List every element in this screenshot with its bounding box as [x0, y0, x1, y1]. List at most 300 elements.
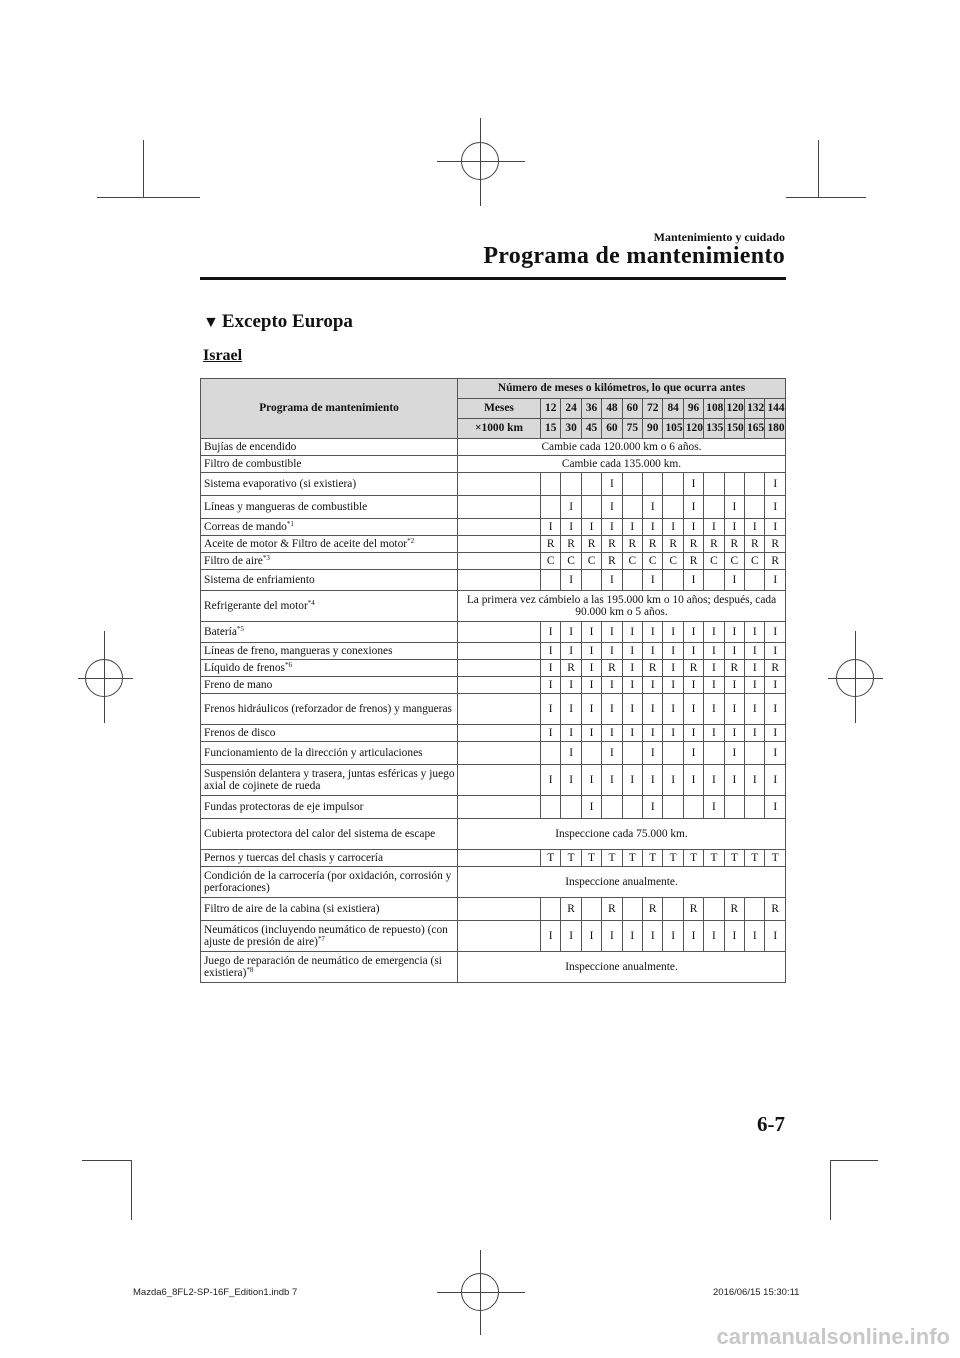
schedule-cell: T — [622, 850, 642, 867]
task-cell — [201, 725, 458, 742]
schedule-cell: R — [622, 536, 642, 553]
spacer-cell — [458, 496, 541, 519]
schedule-cell: I — [683, 725, 703, 742]
task-cell — [201, 473, 458, 496]
schedule-cell — [622, 570, 642, 591]
schedule-cell: C — [745, 553, 765, 570]
schedule-cell: I — [541, 519, 561, 536]
footnote-ref: *5 — [236, 624, 244, 633]
task-cell — [201, 519, 458, 536]
table-row — [201, 796, 786, 819]
schedule-cell: R — [683, 660, 703, 677]
table-row — [201, 867, 786, 898]
task-label: Funcionamiento de la dirección y articulaciones — [204, 746, 423, 759]
task-label: Juego de reparación de neumático de emergencia (si existiera) — [204, 954, 442, 979]
schedule-cell: I — [602, 725, 622, 742]
schedule-cell: I — [663, 622, 683, 643]
schedule-cell — [602, 796, 622, 819]
schedule-cell: T — [704, 850, 724, 867]
corner-label: Programa de mantenimiento — [201, 379, 458, 439]
schedule-cell: R — [765, 660, 786, 677]
schedule-cell: R — [581, 536, 601, 553]
schedule-cell: I — [643, 765, 663, 796]
schedule-cell: I — [683, 742, 703, 765]
schedule-cell — [663, 898, 683, 921]
table-row — [201, 742, 786, 765]
table-row — [201, 725, 786, 742]
table-row — [201, 519, 786, 536]
km-col-header: 180 — [765, 419, 786, 439]
task-label: Filtro de aire — [204, 554, 263, 567]
table-row — [201, 622, 786, 643]
schedule-cell: I — [602, 643, 622, 660]
schedule-cell — [541, 742, 561, 765]
schedule-cell: I — [704, 725, 724, 742]
schedule-cell: I — [765, 643, 786, 660]
schedule-cell: I — [683, 570, 703, 591]
schedule-cell: I — [683, 643, 703, 660]
schedule-cell: I — [724, 677, 744, 694]
spacer-cell — [458, 921, 541, 952]
schedule-cell: R — [663, 536, 683, 553]
schedule-cell — [663, 496, 683, 519]
schedule-cell: I — [704, 677, 724, 694]
schedule-cell: T — [724, 850, 744, 867]
task-label: Freno de mano — [204, 678, 273, 691]
schedule-cell: I — [622, 677, 642, 694]
km-col-header: 15 — [541, 419, 561, 439]
months-col-header: 60 — [622, 399, 642, 419]
table-row — [201, 591, 786, 622]
schedule-cell: I — [643, 643, 663, 660]
task-label: Fundas protectoras de eje impulsor — [204, 800, 364, 813]
footnote-ref: *4 — [307, 598, 315, 607]
schedule-cell: I — [561, 694, 581, 725]
schedule-cell: I — [663, 677, 683, 694]
schedule-cell: I — [561, 725, 581, 742]
schedule-cell: I — [643, 921, 663, 952]
schedule-cell: R — [683, 536, 703, 553]
schedule-cell: I — [765, 496, 786, 519]
table-row — [201, 921, 786, 952]
schedule-cell: I — [724, 725, 744, 742]
schedule-cell: R — [643, 898, 663, 921]
schedule-cell: I — [683, 677, 703, 694]
schedule-cell: I — [581, 622, 601, 643]
interval-note: La primera vez cámbielo a las 195.000 km o 10 años; después, cada 90.000 km o 5 años. — [458, 591, 786, 622]
footnote-ref: *6 — [284, 660, 292, 669]
months-col-header: 84 — [663, 399, 683, 419]
down-triangle-icon: ▼ — [203, 314, 219, 331]
task-cell — [201, 553, 458, 570]
schedule-cell: I — [724, 921, 744, 952]
schedule-cell: I — [683, 765, 703, 796]
schedule-cell — [683, 796, 703, 819]
schedule-cell — [541, 496, 561, 519]
schedule-cell: C — [704, 553, 724, 570]
schedule-cell: I — [581, 660, 601, 677]
schedule-cell: I — [765, 570, 786, 591]
schedule-cell: I — [581, 765, 601, 796]
task-label: Cubierta protectora del calor del sistema de escape — [204, 827, 436, 840]
schedule-cell: R — [724, 660, 744, 677]
schedule-cell: R — [765, 553, 786, 570]
section-title — [203, 311, 353, 333]
schedule-cell: I — [683, 496, 703, 519]
schedule-cell: I — [602, 765, 622, 796]
schedule-cell — [745, 898, 765, 921]
spacer-cell — [458, 677, 541, 694]
months-col-header: 144 — [765, 399, 786, 419]
schedule-cell: T — [541, 850, 561, 867]
schedule-cell — [704, 496, 724, 519]
schedule-cell: I — [602, 622, 622, 643]
schedule-cell: I — [663, 694, 683, 725]
interval-note: Cambie cada 120.000 km o 6 años. — [458, 439, 786, 456]
table-row — [201, 473, 786, 496]
km-col-header: 75 — [622, 419, 642, 439]
table-row — [201, 553, 786, 570]
schedule-cell — [745, 473, 765, 496]
schedule-cell: I — [724, 496, 744, 519]
schedule-cell: T — [581, 850, 601, 867]
schedule-cell: I — [663, 643, 683, 660]
task-cell — [201, 850, 458, 867]
task-label: Líneas de freno, mangueras y conexiones — [204, 644, 393, 657]
spacer-cell — [458, 796, 541, 819]
schedule-cell: I — [602, 496, 622, 519]
task-cell — [201, 591, 458, 622]
task-cell — [201, 496, 458, 519]
months-col-header: 24 — [561, 399, 581, 419]
schedule-cell: I — [663, 765, 683, 796]
schedule-cell: R — [765, 536, 786, 553]
schedule-cell: I — [724, 570, 744, 591]
task-cell — [201, 643, 458, 660]
task-label: Neumáticos (incluyendo neumático de repuesto) (con ajuste de presión de aire) — [204, 923, 448, 948]
schedule-cell — [541, 570, 561, 591]
schedule-cell — [663, 796, 683, 819]
schedule-cell: I — [745, 921, 765, 952]
schedule-cell: T — [745, 850, 765, 867]
schedule-cell: I — [724, 765, 744, 796]
task-label: Condición de la carrocería (por oxidación, corrosión y perforaciones) — [204, 869, 452, 894]
schedule-cell — [541, 473, 561, 496]
schedule-cell: T — [561, 850, 581, 867]
schedule-cell: T — [765, 850, 786, 867]
table-row — [201, 898, 786, 921]
schedule-cell — [622, 496, 642, 519]
section-title-text: Excepto Europa — [221, 311, 353, 332]
schedule-cell: I — [745, 677, 765, 694]
schedule-cell: I — [643, 725, 663, 742]
schedule-cell: I — [724, 643, 744, 660]
schedule-cell — [581, 898, 601, 921]
footnote-ref: *2 — [407, 536, 415, 545]
schedule-cell: C — [663, 553, 683, 570]
task-label: Batería — [204, 625, 237, 638]
schedule-cell — [541, 796, 561, 819]
months-col-header: 36 — [581, 399, 601, 419]
table-row — [201, 536, 786, 553]
table-row — [201, 694, 786, 725]
task-cell — [201, 796, 458, 819]
schedule-cell: I — [704, 765, 724, 796]
task-cell — [201, 456, 458, 473]
schedule-cell: I — [622, 694, 642, 725]
schedule-cell: I — [622, 725, 642, 742]
watermark: carmanualsonline.info — [716, 1324, 950, 1349]
task-label: Líquido de frenos — [204, 661, 285, 674]
task-cell — [201, 570, 458, 591]
schedule-cell: I — [541, 725, 561, 742]
schedule-cell: R — [561, 898, 581, 921]
maintenance-schedule-table — [200, 378, 786, 983]
schedule-cell: I — [663, 519, 683, 536]
table-row — [201, 456, 786, 473]
schedule-cell: I — [622, 765, 642, 796]
schedule-cell: I — [745, 660, 765, 677]
interval-note: Inspeccione anualmente. — [458, 867, 786, 898]
schedule-cell: C — [561, 553, 581, 570]
schedule-cell: I — [765, 921, 786, 952]
schedule-cell: R — [561, 536, 581, 553]
schedule-cell: R — [683, 553, 703, 570]
schedule-cell — [561, 796, 581, 819]
schedule-cell: C — [581, 553, 601, 570]
months-label: Meses — [458, 399, 541, 419]
schedule-cell: R — [745, 536, 765, 553]
schedule-cell: I — [704, 643, 724, 660]
months-col-header: 132 — [745, 399, 765, 419]
schedule-cell: I — [643, 677, 663, 694]
schedule-cell: I — [561, 765, 581, 796]
schedule-cell: R — [765, 898, 786, 921]
schedule-cell — [724, 796, 744, 819]
schedule-cell: I — [765, 765, 786, 796]
months-col-header: 72 — [643, 399, 663, 419]
schedule-cell: T — [643, 850, 663, 867]
region-subheading: Israel — [203, 347, 243, 364]
schedule-cell: I — [602, 570, 622, 591]
schedule-cell: I — [724, 622, 744, 643]
schedule-cell: I — [704, 694, 724, 725]
schedule-cell: I — [561, 921, 581, 952]
schedule-cell: R — [602, 898, 622, 921]
schedule-cell: I — [561, 742, 581, 765]
schedule-cell: I — [581, 725, 601, 742]
km-col-header: 165 — [745, 419, 765, 439]
schedule-cell: R — [704, 536, 724, 553]
schedule-cell: I — [704, 519, 724, 536]
months-col-header: 12 — [541, 399, 561, 419]
task-label: Refrigerante del motor — [204, 599, 308, 612]
schedule-cell: I — [683, 519, 703, 536]
schedule-cell: I — [683, 921, 703, 952]
spacer-cell — [458, 742, 541, 765]
page-title: Programa de mantenimiento — [483, 243, 785, 269]
km-label: ×1000 km — [458, 419, 541, 439]
task-label: Líneas y mangueras de combustible — [204, 500, 368, 513]
task-cell — [201, 819, 458, 850]
km-col-header: 105 — [663, 419, 683, 439]
schedule-cell: R — [561, 660, 581, 677]
schedule-cell: I — [561, 519, 581, 536]
schedule-cell — [745, 496, 765, 519]
schedule-cell: I — [541, 622, 561, 643]
km-col-header: 45 — [581, 419, 601, 439]
task-cell — [201, 742, 458, 765]
months-col-header: 120 — [724, 399, 744, 419]
schedule-cell: I — [704, 796, 724, 819]
schedule-cell: I — [602, 921, 622, 952]
interval-note: Cambie cada 135.000 km. — [458, 456, 786, 473]
schedule-cell — [581, 496, 601, 519]
schedule-cell: I — [643, 796, 663, 819]
schedule-cell: I — [643, 496, 663, 519]
schedule-cell: I — [745, 725, 765, 742]
spacer-cell — [458, 898, 541, 921]
schedule-cell: T — [663, 850, 683, 867]
task-label: Bujías de encendido — [204, 440, 297, 453]
schedule-cell: I — [581, 677, 601, 694]
task-cell — [201, 694, 458, 725]
schedule-cell — [663, 570, 683, 591]
schedule-cell: I — [541, 765, 561, 796]
schedule-cell: I — [643, 519, 663, 536]
spacer-cell — [458, 694, 541, 725]
schedule-cell: I — [765, 622, 786, 643]
spacer-cell — [458, 536, 541, 553]
schedule-cell: I — [745, 622, 765, 643]
table-row — [201, 439, 786, 456]
schedule-cell — [745, 570, 765, 591]
task-label: Suspensión delantera y trasera, juntas esféricas y juego axial de cojinete de rueda — [204, 767, 455, 792]
schedule-cell — [704, 570, 724, 591]
header-divider — [200, 277, 786, 280]
table-row — [201, 496, 786, 519]
schedule-cell: I — [683, 622, 703, 643]
table-row — [201, 660, 786, 677]
schedule-cell: R — [541, 536, 561, 553]
table-row — [201, 677, 786, 694]
schedule-cell: I — [745, 519, 765, 536]
schedule-cell: I — [745, 694, 765, 725]
schedule-cell: C — [622, 553, 642, 570]
schedule-cell: I — [765, 519, 786, 536]
task-cell — [201, 660, 458, 677]
schedule-cell — [622, 796, 642, 819]
schedule-cell: I — [765, 677, 786, 694]
km-col-header: 120 — [683, 419, 703, 439]
footer-date: 2016/06/15 15:30:11 — [713, 1287, 800, 1298]
schedule-cell: I — [622, 519, 642, 536]
schedule-cell: T — [683, 850, 703, 867]
schedule-cell: I — [541, 921, 561, 952]
schedule-cell: I — [541, 677, 561, 694]
schedule-cell: I — [765, 742, 786, 765]
months-col-header: 48 — [602, 399, 622, 419]
schedule-cell: R — [602, 553, 622, 570]
schedule-cell: I — [581, 519, 601, 536]
schedule-cell: I — [765, 694, 786, 725]
schedule-cell — [724, 473, 744, 496]
schedule-cell — [561, 473, 581, 496]
task-cell — [201, 677, 458, 694]
task-label: Frenos hidráulicos (reforzador de frenos) y mangueras — [204, 702, 452, 715]
task-label: Sistema evaporativo (si existiera) — [204, 477, 357, 490]
schedule-cell: I — [663, 660, 683, 677]
schedule-cell: R — [683, 898, 703, 921]
schedule-cell: I — [581, 796, 601, 819]
table-row — [201, 570, 786, 591]
km-col-header: 30 — [561, 419, 581, 439]
interval-note: Inspeccione anualmente. — [458, 952, 786, 983]
schedule-cell: I — [745, 643, 765, 660]
schedule-cell: I — [663, 725, 683, 742]
schedule-cell — [643, 473, 663, 496]
schedule-cell — [704, 473, 724, 496]
schedule-cell: I — [602, 694, 622, 725]
schedule-cell: I — [602, 742, 622, 765]
schedule-cell: R — [602, 660, 622, 677]
schedule-cell: I — [581, 643, 601, 660]
spacer-cell — [458, 850, 541, 867]
schedule-cell — [622, 898, 642, 921]
spacer-cell — [458, 643, 541, 660]
schedule-cell: I — [622, 643, 642, 660]
schedule-cell: I — [724, 519, 744, 536]
schedule-cell — [745, 796, 765, 819]
spacer-cell — [458, 765, 541, 796]
schedule-cell: C — [643, 553, 663, 570]
schedule-cell — [581, 570, 601, 591]
schedule-cell — [704, 742, 724, 765]
schedule-cell — [663, 742, 683, 765]
schedule-cell: I — [765, 725, 786, 742]
task-cell — [201, 765, 458, 796]
schedule-cell: I — [561, 496, 581, 519]
schedule-cell: I — [643, 694, 663, 725]
schedule-cell: T — [602, 850, 622, 867]
task-cell — [201, 439, 458, 456]
schedule-cell: I — [765, 796, 786, 819]
spacer-cell — [458, 622, 541, 643]
task-cell — [201, 898, 458, 921]
task-cell — [201, 536, 458, 553]
schedule-cell — [581, 742, 601, 765]
schedule-cell: I — [541, 660, 561, 677]
task-label: Filtro de aire de la cabina (si existiera) — [204, 902, 380, 915]
schedule-cell: I — [663, 921, 683, 952]
schedule-cell — [541, 898, 561, 921]
schedule-cell: I — [561, 643, 581, 660]
task-label: Filtro de combustible — [204, 457, 302, 470]
schedule-cell: I — [643, 742, 663, 765]
schedule-cell: I — [622, 622, 642, 643]
page-number: 6-7 — [757, 1112, 785, 1136]
spacer-cell — [458, 660, 541, 677]
schedule-cell — [745, 742, 765, 765]
footnote-ref: *7 — [317, 935, 325, 943]
task-label: Pernos y tuercas del chasis y carrocería — [204, 851, 384, 864]
schedule-cell — [581, 473, 601, 496]
km-col-header: 60 — [602, 419, 622, 439]
spacer-cell — [458, 725, 541, 742]
schedule-cell: I — [745, 765, 765, 796]
schedule-cell: R — [643, 660, 663, 677]
schedule-cell: I — [704, 660, 724, 677]
